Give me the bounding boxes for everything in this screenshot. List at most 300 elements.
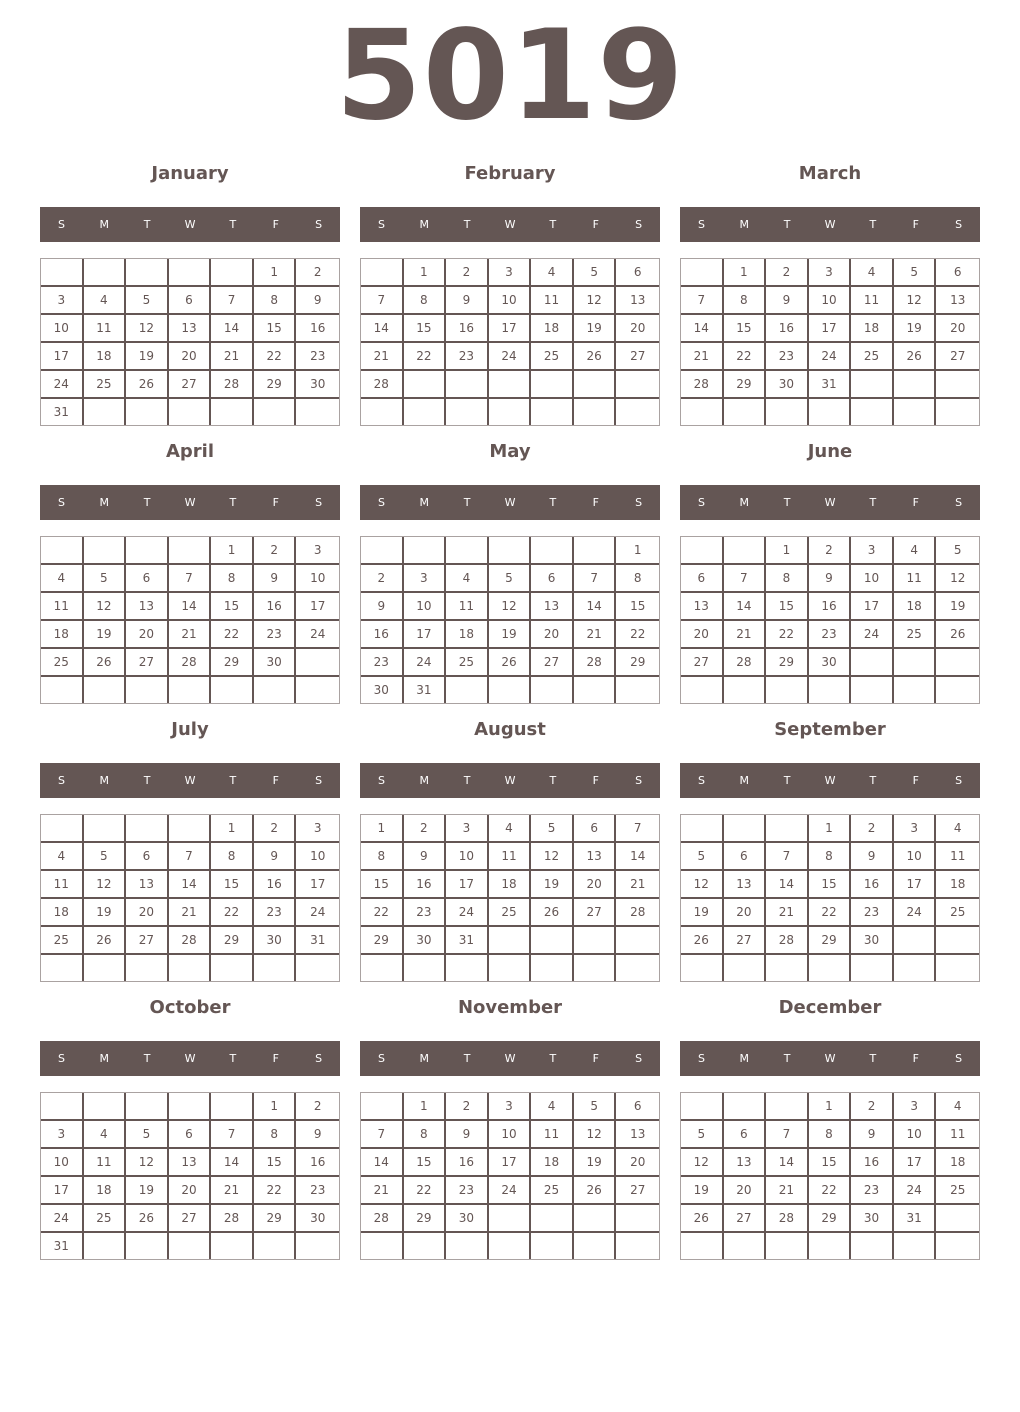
weekday-label: S bbox=[955, 1052, 963, 1065]
day-cell: 23 bbox=[254, 899, 297, 927]
day-cell: 11 bbox=[489, 843, 532, 871]
day-cell: 15 bbox=[766, 593, 809, 621]
day-cell: 3 bbox=[296, 815, 339, 843]
day-cell bbox=[254, 399, 297, 425]
day-cell: 14 bbox=[766, 871, 809, 899]
weekday-label: S bbox=[955, 496, 963, 509]
weekday-label: S bbox=[377, 218, 385, 231]
day-cell: 20 bbox=[531, 621, 574, 649]
day-cell: 5 bbox=[126, 1121, 169, 1149]
day-cell: 9 bbox=[254, 843, 297, 871]
day-cell bbox=[296, 1233, 339, 1259]
day-cell: 7 bbox=[766, 1121, 809, 1149]
day-cell: 12 bbox=[126, 315, 169, 343]
day-cell: 9 bbox=[361, 593, 404, 621]
day-cell: 24 bbox=[41, 371, 84, 399]
weekday-label: T bbox=[463, 1052, 471, 1065]
day-cell: 18 bbox=[894, 593, 937, 621]
day-cell bbox=[531, 537, 574, 565]
day-cell: 26 bbox=[574, 1177, 617, 1205]
day-cell: 30 bbox=[254, 927, 297, 955]
day-cell bbox=[361, 537, 404, 565]
day-cell bbox=[616, 371, 659, 399]
day-cell bbox=[766, 1233, 809, 1259]
day-cell: 28 bbox=[766, 1205, 809, 1233]
day-cell: 20 bbox=[616, 1149, 659, 1177]
day-cell: 25 bbox=[84, 1205, 127, 1233]
day-cell: 4 bbox=[489, 815, 532, 843]
day-cell bbox=[574, 1233, 617, 1259]
day-cell: 24 bbox=[489, 1177, 532, 1205]
day-cell: 13 bbox=[724, 1149, 767, 1177]
day-cell: 2 bbox=[254, 537, 297, 565]
day-cell: 27 bbox=[574, 899, 617, 927]
day-cell: 29 bbox=[254, 1205, 297, 1233]
day-cell: 17 bbox=[404, 621, 447, 649]
day-cell bbox=[809, 1233, 852, 1259]
day-cell: 5 bbox=[681, 1121, 724, 1149]
day-cell: 12 bbox=[84, 593, 127, 621]
day-cell: 14 bbox=[169, 871, 212, 899]
weekday-label: S bbox=[57, 218, 65, 231]
day-cell: 25 bbox=[41, 649, 84, 677]
day-cell: 16 bbox=[361, 621, 404, 649]
day-cell: 23 bbox=[446, 343, 489, 371]
day-cell: 5 bbox=[531, 815, 574, 843]
day-grid bbox=[680, 1092, 980, 1260]
day-cell: 28 bbox=[724, 649, 767, 677]
day-cell: 30 bbox=[296, 371, 339, 399]
day-cell: 7 bbox=[766, 843, 809, 871]
weekday-header-bar bbox=[360, 485, 660, 520]
day-cell: 23 bbox=[766, 343, 809, 371]
day-grid bbox=[40, 814, 340, 982]
weekday-header-bar bbox=[40, 763, 340, 798]
day-cell: 31 bbox=[894, 1205, 937, 1233]
day-cell: 23 bbox=[361, 649, 404, 677]
day-cell: 27 bbox=[724, 927, 767, 955]
weekday-label: W bbox=[184, 496, 196, 509]
day-cell bbox=[489, 537, 532, 565]
day-cell bbox=[531, 399, 574, 425]
day-cell bbox=[574, 399, 617, 425]
day-cell bbox=[766, 1093, 809, 1121]
weekday-label: M bbox=[99, 1052, 110, 1065]
weekday-label: S bbox=[377, 496, 385, 509]
day-cell: 14 bbox=[361, 1149, 404, 1177]
day-cell bbox=[126, 259, 169, 287]
day-cell bbox=[681, 677, 724, 703]
day-cell: 14 bbox=[724, 593, 767, 621]
weekday-label: F bbox=[272, 1052, 279, 1065]
day-cell: 24 bbox=[296, 899, 339, 927]
day-cell: 7 bbox=[616, 815, 659, 843]
day-cell: 5 bbox=[84, 565, 127, 593]
day-cell: 25 bbox=[489, 899, 532, 927]
day-cell: 17 bbox=[489, 1149, 532, 1177]
day-cell: 19 bbox=[936, 593, 979, 621]
day-cell bbox=[84, 1233, 127, 1259]
day-cell: 3 bbox=[446, 815, 489, 843]
day-cell: 17 bbox=[851, 593, 894, 621]
day-cell bbox=[809, 955, 852, 981]
day-cell: 30 bbox=[851, 927, 894, 955]
day-cell: 25 bbox=[894, 621, 937, 649]
weekday-label: F bbox=[912, 496, 919, 509]
day-cell bbox=[809, 677, 852, 703]
day-cell: 23 bbox=[809, 621, 852, 649]
day-cell: 11 bbox=[936, 843, 979, 871]
day-cell bbox=[84, 537, 127, 565]
day-cell: 29 bbox=[809, 927, 852, 955]
day-grid bbox=[40, 1092, 340, 1260]
day-cell bbox=[894, 649, 937, 677]
day-cell bbox=[574, 537, 617, 565]
weekday-label: M bbox=[99, 774, 110, 787]
weekday-label: T bbox=[143, 218, 151, 231]
day-cell: 18 bbox=[489, 871, 532, 899]
day-grid bbox=[680, 258, 980, 426]
day-cell: 18 bbox=[531, 315, 574, 343]
weekday-label: T bbox=[143, 774, 151, 787]
day-cell: 12 bbox=[84, 871, 127, 899]
day-cell: 18 bbox=[84, 343, 127, 371]
day-cell: 21 bbox=[169, 621, 212, 649]
day-cell: 28 bbox=[616, 899, 659, 927]
day-cell bbox=[851, 371, 894, 399]
day-cell bbox=[446, 1233, 489, 1259]
day-cell: 31 bbox=[404, 677, 447, 703]
day-cell: 19 bbox=[531, 871, 574, 899]
weekday-label: S bbox=[635, 496, 643, 509]
day-cell bbox=[296, 649, 339, 677]
day-cell bbox=[724, 677, 767, 703]
day-cell: 19 bbox=[894, 315, 937, 343]
day-cell: 13 bbox=[681, 593, 724, 621]
day-cell bbox=[574, 955, 617, 981]
day-cell bbox=[211, 1093, 254, 1121]
day-cell: 2 bbox=[296, 1093, 339, 1121]
day-cell: 7 bbox=[211, 287, 254, 315]
weekday-label: T bbox=[143, 496, 151, 509]
day-cell: 7 bbox=[169, 843, 212, 871]
day-cell: 14 bbox=[211, 315, 254, 343]
day-cell: 11 bbox=[41, 871, 84, 899]
day-cell: 10 bbox=[404, 593, 447, 621]
day-cell: 21 bbox=[724, 621, 767, 649]
weekday-header-bar bbox=[360, 207, 660, 242]
day-cell: 5 bbox=[574, 1093, 617, 1121]
day-cell: 15 bbox=[361, 871, 404, 899]
day-cell: 19 bbox=[126, 343, 169, 371]
day-cell: 1 bbox=[404, 259, 447, 287]
day-cell bbox=[361, 955, 404, 981]
day-grid bbox=[360, 258, 660, 426]
day-grid bbox=[680, 536, 980, 704]
day-cell bbox=[724, 955, 767, 981]
weekday-label: M bbox=[739, 774, 750, 787]
day-cell bbox=[126, 677, 169, 703]
day-cell: 15 bbox=[809, 871, 852, 899]
day-cell: 15 bbox=[809, 1149, 852, 1177]
weekday-label: S bbox=[315, 218, 323, 231]
weekday-label: W bbox=[184, 1052, 196, 1065]
day-cell: 20 bbox=[126, 899, 169, 927]
day-cell bbox=[531, 955, 574, 981]
day-cell bbox=[446, 537, 489, 565]
day-cell bbox=[126, 815, 169, 843]
day-cell: 30 bbox=[296, 1205, 339, 1233]
day-cell bbox=[936, 371, 979, 399]
day-cell: 21 bbox=[574, 621, 617, 649]
day-cell bbox=[41, 955, 84, 981]
day-cell: 31 bbox=[809, 371, 852, 399]
weekday-label: F bbox=[912, 1052, 919, 1065]
day-cell: 14 bbox=[574, 593, 617, 621]
day-cell: 5 bbox=[936, 537, 979, 565]
day-cell: 17 bbox=[489, 315, 532, 343]
day-cell bbox=[616, 1233, 659, 1259]
day-cell: 8 bbox=[809, 843, 852, 871]
day-cell: 2 bbox=[361, 565, 404, 593]
weekday-label: W bbox=[824, 496, 836, 509]
day-cell: 21 bbox=[169, 899, 212, 927]
day-cell: 16 bbox=[766, 315, 809, 343]
weekday-label: S bbox=[955, 218, 963, 231]
day-cell bbox=[404, 1233, 447, 1259]
day-cell: 11 bbox=[84, 315, 127, 343]
day-cell: 7 bbox=[361, 1121, 404, 1149]
day-cell: 1 bbox=[361, 815, 404, 843]
day-cell: 17 bbox=[296, 593, 339, 621]
day-cell: 5 bbox=[894, 259, 937, 287]
day-cell bbox=[681, 537, 724, 565]
day-cell bbox=[809, 399, 852, 425]
day-cell bbox=[41, 1093, 84, 1121]
day-cell: 4 bbox=[41, 843, 84, 871]
day-cell: 2 bbox=[254, 815, 297, 843]
weekday-label: W bbox=[504, 774, 516, 787]
day-grid bbox=[360, 814, 660, 982]
day-cell bbox=[489, 955, 532, 981]
day-cell bbox=[84, 399, 127, 425]
day-cell: 22 bbox=[254, 1177, 297, 1205]
day-cell bbox=[851, 677, 894, 703]
day-cell: 1 bbox=[809, 815, 852, 843]
day-cell bbox=[936, 927, 979, 955]
day-cell: 6 bbox=[681, 565, 724, 593]
day-cell: 25 bbox=[84, 371, 127, 399]
day-cell bbox=[531, 677, 574, 703]
day-cell: 14 bbox=[211, 1149, 254, 1177]
day-cell: 15 bbox=[724, 315, 767, 343]
day-cell: 10 bbox=[489, 287, 532, 315]
weekday-label: F bbox=[272, 496, 279, 509]
day-cell: 15 bbox=[254, 315, 297, 343]
day-cell: 26 bbox=[681, 1205, 724, 1233]
day-cell: 4 bbox=[851, 259, 894, 287]
month-title: July bbox=[171, 719, 209, 740]
day-cell: 28 bbox=[169, 927, 212, 955]
day-cell: 17 bbox=[446, 871, 489, 899]
weekday-label: S bbox=[955, 774, 963, 787]
day-cell bbox=[766, 815, 809, 843]
day-cell: 20 bbox=[169, 343, 212, 371]
weekday-label: S bbox=[697, 774, 705, 787]
month-title: June bbox=[807, 441, 853, 462]
day-cell bbox=[446, 677, 489, 703]
day-cell: 27 bbox=[724, 1205, 767, 1233]
day-cell: 25 bbox=[531, 1177, 574, 1205]
day-cell: 29 bbox=[211, 649, 254, 677]
day-cell: 28 bbox=[169, 649, 212, 677]
day-cell: 11 bbox=[894, 565, 937, 593]
day-cell: 1 bbox=[404, 1093, 447, 1121]
day-cell: 20 bbox=[574, 871, 617, 899]
weekday-label: T bbox=[143, 1052, 151, 1065]
day-grid bbox=[40, 536, 340, 704]
day-cell: 12 bbox=[681, 1149, 724, 1177]
day-cell: 3 bbox=[404, 565, 447, 593]
day-cell bbox=[254, 677, 297, 703]
day-cell bbox=[126, 399, 169, 425]
day-cell: 25 bbox=[936, 899, 979, 927]
day-cell: 21 bbox=[766, 899, 809, 927]
day-cell bbox=[616, 927, 659, 955]
day-cell: 9 bbox=[766, 287, 809, 315]
day-cell: 19 bbox=[489, 621, 532, 649]
day-cell: 17 bbox=[894, 871, 937, 899]
day-cell bbox=[531, 927, 574, 955]
day-cell: 4 bbox=[531, 1093, 574, 1121]
day-cell bbox=[766, 399, 809, 425]
day-cell: 13 bbox=[169, 1149, 212, 1177]
day-cell: 18 bbox=[84, 1177, 127, 1205]
day-cell: 10 bbox=[851, 565, 894, 593]
day-cell: 7 bbox=[361, 287, 404, 315]
day-cell: 26 bbox=[936, 621, 979, 649]
day-cell: 12 bbox=[489, 593, 532, 621]
day-cell: 5 bbox=[126, 287, 169, 315]
day-cell bbox=[296, 399, 339, 425]
day-cell: 2 bbox=[809, 537, 852, 565]
day-cell: 24 bbox=[404, 649, 447, 677]
day-cell: 26 bbox=[126, 1205, 169, 1233]
weekday-label: T bbox=[463, 774, 471, 787]
day-cell bbox=[84, 815, 127, 843]
weekday-label: W bbox=[824, 1052, 836, 1065]
day-cell: 23 bbox=[296, 343, 339, 371]
month-title: January bbox=[151, 163, 229, 184]
day-cell: 2 bbox=[404, 815, 447, 843]
weekday-label: F bbox=[592, 496, 599, 509]
day-cell: 12 bbox=[126, 1149, 169, 1177]
month-title: August bbox=[474, 719, 546, 740]
weekday-header-bar bbox=[40, 485, 340, 520]
day-cell: 1 bbox=[766, 537, 809, 565]
weekday-label: T bbox=[229, 774, 237, 787]
day-cell: 27 bbox=[531, 649, 574, 677]
day-cell: 16 bbox=[296, 1149, 339, 1177]
weekday-header-bar bbox=[680, 763, 980, 798]
day-cell: 28 bbox=[211, 371, 254, 399]
day-cell: 3 bbox=[894, 1093, 937, 1121]
day-cell bbox=[724, 1093, 767, 1121]
day-cell bbox=[169, 677, 212, 703]
day-cell: 25 bbox=[41, 927, 84, 955]
day-cell bbox=[936, 955, 979, 981]
weekday-label: S bbox=[697, 496, 705, 509]
day-cell: 10 bbox=[446, 843, 489, 871]
day-cell: 9 bbox=[446, 1121, 489, 1149]
day-cell bbox=[724, 1233, 767, 1259]
day-cell bbox=[84, 259, 127, 287]
day-cell: 19 bbox=[574, 1149, 617, 1177]
day-cell: 15 bbox=[404, 1149, 447, 1177]
day-cell bbox=[894, 371, 937, 399]
day-cell: 21 bbox=[616, 871, 659, 899]
day-cell: 21 bbox=[211, 343, 254, 371]
day-cell: 14 bbox=[616, 843, 659, 871]
day-cell: 3 bbox=[489, 259, 532, 287]
weekday-label: T bbox=[869, 1052, 877, 1065]
day-cell: 21 bbox=[766, 1177, 809, 1205]
month-title: March bbox=[798, 163, 862, 184]
day-cell: 3 bbox=[894, 815, 937, 843]
day-cell: 27 bbox=[169, 371, 212, 399]
day-cell: 13 bbox=[936, 287, 979, 315]
day-cell: 15 bbox=[254, 1149, 297, 1177]
day-cell: 6 bbox=[169, 1121, 212, 1149]
day-cell: 26 bbox=[84, 927, 127, 955]
day-cell: 21 bbox=[361, 343, 404, 371]
day-cell bbox=[531, 371, 574, 399]
day-cell: 24 bbox=[446, 899, 489, 927]
day-cell: 27 bbox=[616, 1177, 659, 1205]
day-cell: 6 bbox=[616, 259, 659, 287]
day-cell bbox=[254, 1233, 297, 1259]
day-cell: 15 bbox=[404, 315, 447, 343]
day-cell bbox=[574, 677, 617, 703]
weekday-label: T bbox=[229, 218, 237, 231]
day-cell: 13 bbox=[616, 287, 659, 315]
day-cell bbox=[851, 955, 894, 981]
day-cell bbox=[574, 371, 617, 399]
day-cell: 28 bbox=[361, 371, 404, 399]
day-cell: 9 bbox=[809, 565, 852, 593]
day-cell: 26 bbox=[489, 649, 532, 677]
day-cell: 24 bbox=[851, 621, 894, 649]
weekday-label: S bbox=[635, 1052, 643, 1065]
day-grid bbox=[360, 536, 660, 704]
day-cell bbox=[851, 1233, 894, 1259]
day-cell: 31 bbox=[41, 399, 84, 425]
day-cell bbox=[361, 259, 404, 287]
day-cell: 17 bbox=[809, 315, 852, 343]
day-cell bbox=[894, 1233, 937, 1259]
day-cell: 14 bbox=[766, 1149, 809, 1177]
day-cell bbox=[681, 1093, 724, 1121]
day-cell: 16 bbox=[404, 871, 447, 899]
month-title: November bbox=[457, 997, 563, 1018]
day-cell: 30 bbox=[254, 649, 297, 677]
day-cell: 24 bbox=[809, 343, 852, 371]
day-cell bbox=[489, 927, 532, 955]
day-cell: 27 bbox=[616, 343, 659, 371]
day-cell: 27 bbox=[126, 927, 169, 955]
weekday-label: S bbox=[57, 774, 65, 787]
weekday-label: S bbox=[635, 774, 643, 787]
